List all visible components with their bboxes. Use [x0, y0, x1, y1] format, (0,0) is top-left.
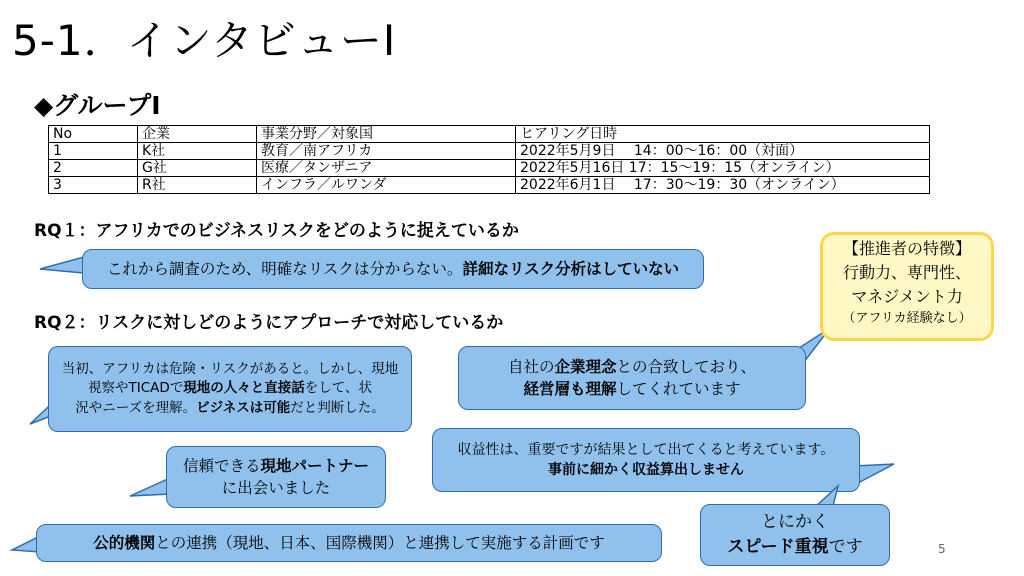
bubble-text: 自社の [507, 357, 555, 376]
cell-datetime: 2022年5月9日 14：00～16：00（対面） [516, 143, 930, 160]
bubble-tail [38, 256, 88, 276]
header-datetime: ヒアリング日時 [516, 126, 930, 143]
traits-line: 行動力、専門性、 [842, 263, 971, 282]
traits-note: （アフリカ経験なし） [842, 311, 972, 326]
bubble-text: 信頼できる [182, 456, 261, 475]
bubble-emphasis: 詳細なリスク分析はしていない [462, 259, 680, 278]
bubble-local-partner [166, 446, 386, 508]
promoter-traits-box [820, 232, 994, 341]
traits-line: マネジメント力 [851, 287, 963, 306]
bubble-emphasis: スピード重視 [727, 537, 829, 557]
group-heading: ◆グループⅠ [34, 91, 161, 120]
rq2-heading: RQ２：リスクに対しどのようにアプローチで対応しているか [34, 313, 504, 333]
cell-company: K社 [138, 143, 257, 160]
cell-company: R社 [138, 177, 257, 194]
bubble-speed [700, 504, 890, 566]
bubble-text: 況やニーズを理解。 [75, 399, 197, 416]
bubble-text: との合致しており、 [616, 357, 757, 376]
cell-no: 3 [49, 177, 138, 194]
bubble-text: です [828, 537, 863, 557]
bubble-text: してくれています [616, 380, 741, 398]
table-row [49, 160, 930, 177]
cell-no: 2 [49, 160, 138, 177]
bubble-emphasis: 公的機関 [93, 533, 156, 552]
bubble-text: をして、状 [304, 380, 373, 397]
page-title: 5-1．インタビューⅠ [12, 16, 397, 65]
bubble-no-risk-analysis [82, 249, 704, 289]
cell-company: G社 [138, 160, 257, 177]
header-field: 事業分野／対象国 [257, 126, 516, 143]
cell-field: 医療／タンザニア [257, 160, 516, 177]
bubble-line: に出会いました [221, 479, 331, 497]
bubble-line: 収益性は、重要ですが結果として出てくると考えています。 [457, 441, 835, 458]
bubble-text: 視察やTICADで [87, 380, 184, 397]
table-row [49, 143, 930, 160]
bubble-text: との連携（現地、日本、国際機関）と連携して実施する計画です [155, 533, 605, 552]
bubble-emphasis: 現地の人々と直接話 [183, 380, 305, 397]
header-no: No [49, 126, 138, 143]
bubble-corporate-philosophy [458, 346, 806, 410]
bubble-text: だと判断した。 [290, 399, 385, 416]
interview-table [48, 125, 930, 194]
traits-heading: 【推進者の特徴】 [842, 239, 971, 258]
header-company: 企業 [138, 126, 257, 143]
bubble-emphasis: 企業理念 [554, 357, 617, 376]
cell-datetime: 2022年5月16日 17：15～19：15（オンライン） [516, 160, 930, 177]
bubble-local-visit [48, 346, 412, 432]
page-number: 5 [938, 542, 946, 556]
bubble-emphasis: 経営層も理解 [523, 380, 617, 398]
table-row [49, 177, 930, 194]
bubble-profitability [432, 428, 860, 492]
bubble-line: とにかく [760, 512, 829, 533]
bubble-text: これから調査のため、明確なリスクは分からない。 [106, 259, 463, 278]
cell-field: 教育／南アフリカ [257, 143, 516, 160]
cell-field: インフラ／ルワンダ [257, 177, 516, 194]
bubble-line: 当初、アフリカは危険・リスクがあると。しかし、現地 [61, 360, 399, 377]
bubble-emphasis: 現地パートナー [260, 456, 370, 475]
bubble-public-institutions [36, 524, 662, 562]
cell-no: 1 [49, 143, 138, 160]
cell-datetime: 2022年6月1日 17：30～19：30（オンライン） [516, 177, 930, 194]
table-header-row [49, 126, 930, 143]
rq1-heading: RQ１：アフリカでのビジネスリスクをどのように捉えているか [34, 221, 519, 241]
bubble-emphasis: ビジネスは可能 [196, 399, 291, 416]
bubble-emphasis: 事前に細かく収益算出しません [547, 462, 744, 478]
